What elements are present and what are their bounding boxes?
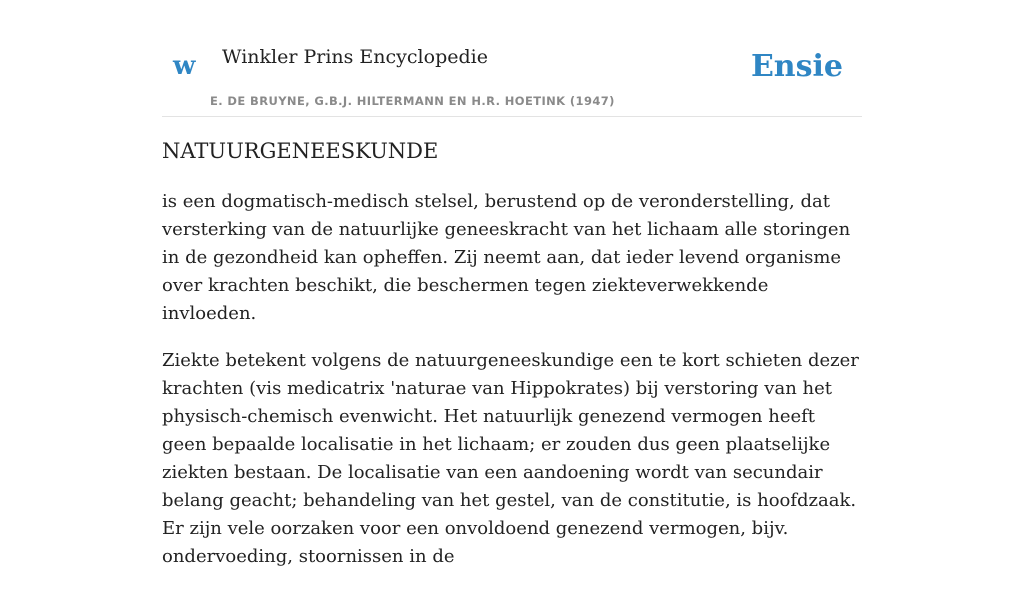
article-paragraph: Ziekte betekent volgens de natuurgeneeskundige een te kort schieten dezer krachten (vis medicatrix 'naturae van Hippokrates) bij verstoring van het physisch-chemisch evenwicht. Het natuurlijk genezend vermogen heeft geen bepaalde localisatie in het lichaam; er zouden dus geen plaatselijke ziekten bestaan. De localisatie van een aandoening wordt van secundair belang geacht; behandeling van het gestel, van de constitutie, is hoofdzaak. Er zijn vele oorzaken voor een onvoldoend genezend vermogen, bijv. ondervoeding, stoornissen in de (162, 350, 859, 568)
authors-credit: E. DE BRUYNE, G.B.J. HILTERMANN EN H.R. HOETINK (1947) (210, 94, 615, 108)
site-title[interactable]: Winkler Prins Encyclopedie (222, 46, 488, 68)
article-paragraph: is een dogmatisch-medisch stelsel, berustend op de veronderstelling, dat versterking van de natuurlijke geneeskracht van het lichaam alle storingen in de gezondheid kan opheffen. Zij neemt aan, dat ieder levend organisme over krachten beschikt, die beschermen tegen ziekteverwekkende invloeden. (162, 191, 851, 325)
site-header (162, 0, 862, 117)
ensie-brand-logo[interactable]: Ensie (750, 49, 843, 84)
article-headword: NATUURGENEESKUNDE (162, 139, 439, 163)
article (162, 138, 862, 590)
winkler-prins-logo-icon[interactable]: w (173, 51, 196, 81)
